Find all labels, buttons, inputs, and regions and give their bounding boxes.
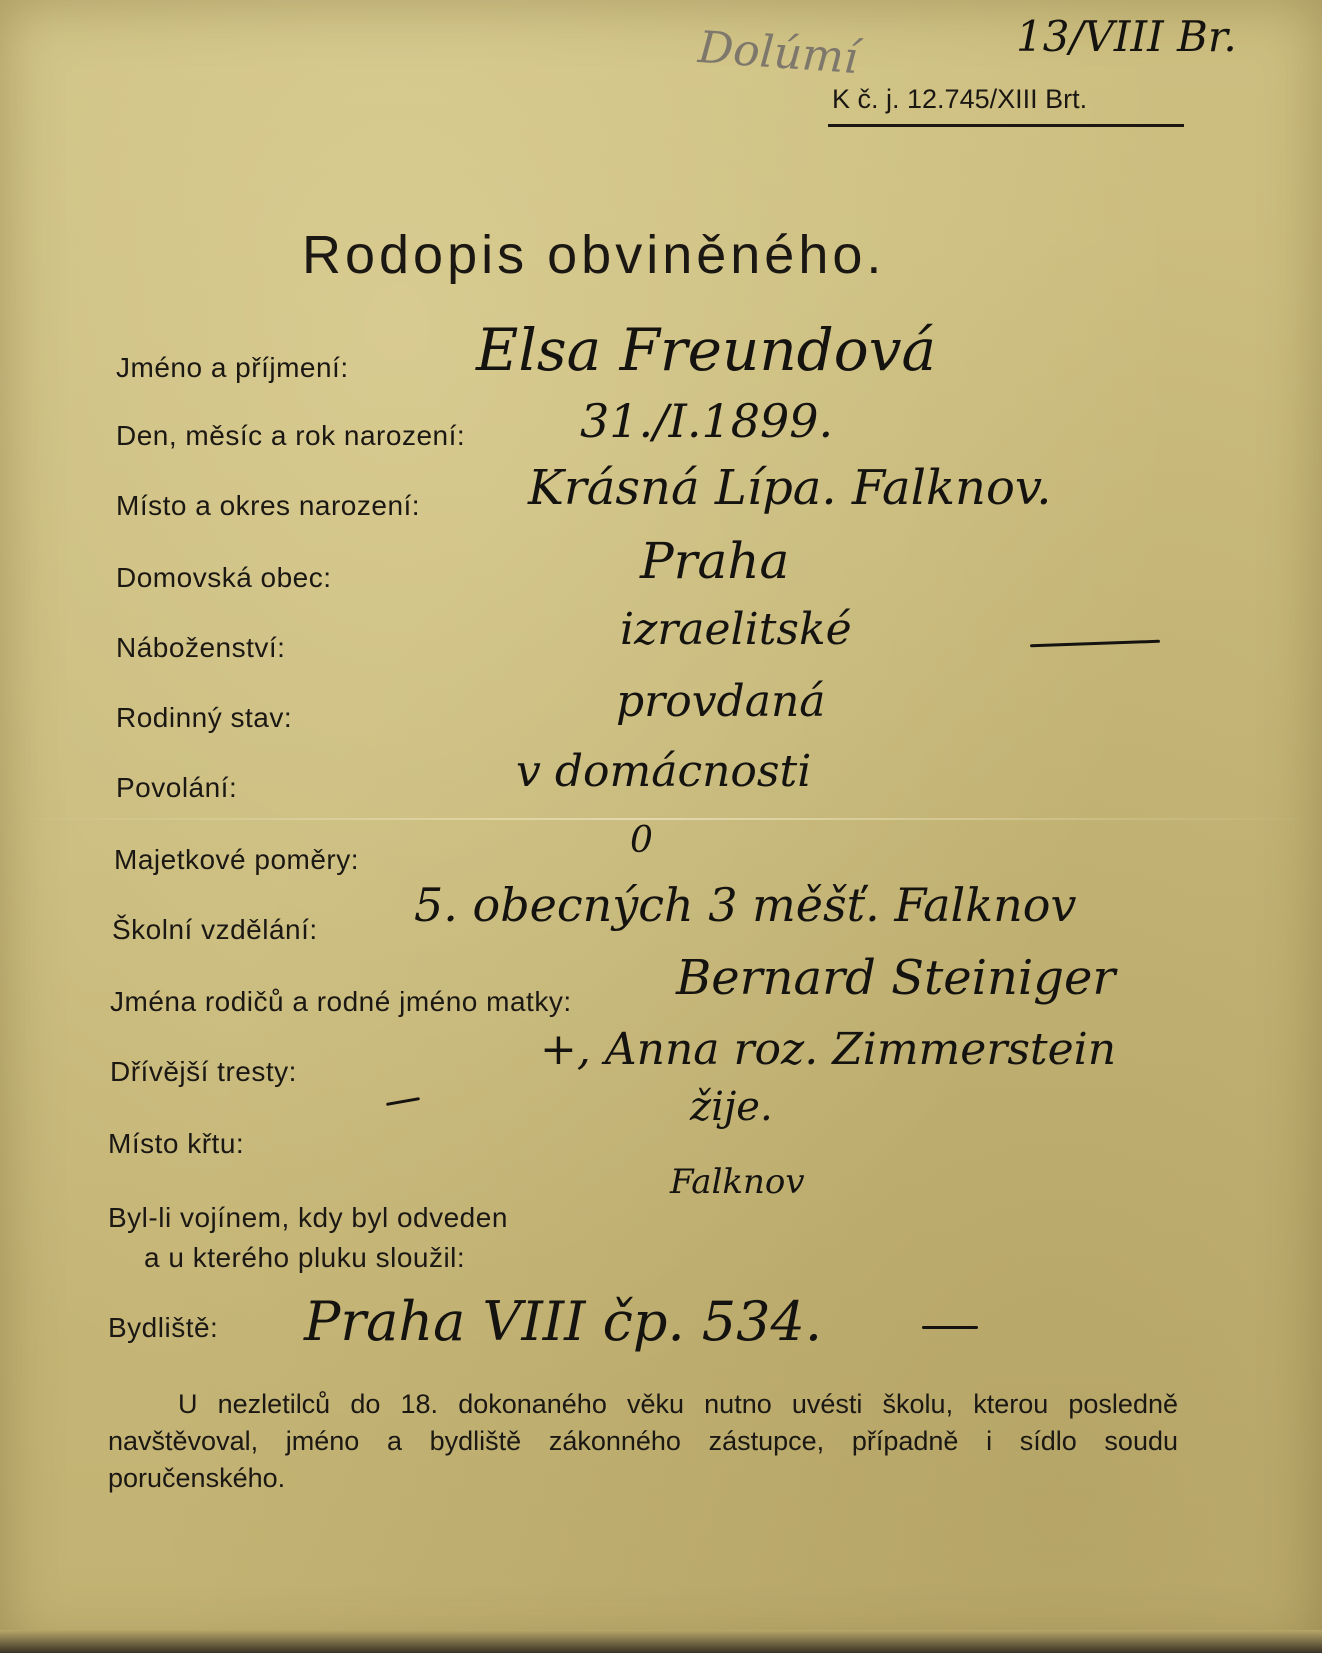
label-parents: Jména rodičů a rodné jméno matky: bbox=[110, 986, 572, 1017]
value-birth-date: 31./I.1899. bbox=[580, 394, 834, 448]
label-previous-sentences: Dřívější tresty: bbox=[110, 1056, 297, 1087]
label-birth-place: Místo a okres narození: bbox=[116, 490, 421, 521]
value-dash bbox=[1030, 640, 1160, 648]
value-baptism-place: žije. bbox=[690, 1084, 773, 1130]
paper-fold bbox=[0, 818, 1322, 820]
value-dash bbox=[386, 1097, 420, 1106]
value-occupation: v domácnosti bbox=[516, 746, 812, 797]
reference-number: K č. j. 12.745/XIII Brt. bbox=[832, 84, 1088, 114]
value-religion: izraelitské bbox=[620, 604, 852, 655]
paper-bottom-edge bbox=[0, 1630, 1322, 1653]
label-occupation: Povolání: bbox=[116, 772, 238, 803]
label-marital-status: Rodinný stav: bbox=[116, 702, 293, 733]
label-home-municipality: Domovská obec: bbox=[116, 562, 332, 593]
value-residence: Praha VIII čp. 534. bbox=[304, 1290, 823, 1353]
value-home-municipality: Praha bbox=[640, 532, 790, 590]
label-residence: Bydliště: bbox=[108, 1312, 219, 1343]
value-previous-sentences: +, Anna roz. Zimmerstein bbox=[540, 1024, 1117, 1075]
value-birth-place: Krásná Lípa. Falknov. bbox=[528, 460, 1052, 516]
page-title: Rodopis obviněného. bbox=[302, 225, 886, 285]
label-education: Školní vzdělání: bbox=[112, 914, 318, 945]
stamp-name: Dolúmí bbox=[696, 22, 860, 85]
label-property: Majetkové poměry: bbox=[114, 844, 360, 875]
value-marital-status: provdaná bbox=[616, 676, 826, 727]
label-military-2: a u kterého pluku sloužil: bbox=[144, 1242, 466, 1273]
reference-underline bbox=[828, 124, 1184, 127]
label-military-1: Byl-li vojínem, kdy byl odveden bbox=[108, 1202, 508, 1233]
value-property: 0 bbox=[630, 820, 653, 861]
value-name: Elsa Freundová bbox=[476, 316, 937, 384]
label-religion: Náboženství: bbox=[116, 632, 286, 663]
value-parents: Bernard Steiniger bbox=[676, 950, 1116, 1006]
value-military: Falknov bbox=[670, 1162, 805, 1202]
value-education: 5. obecných 3 měšť. Falknov bbox=[414, 878, 1077, 932]
footnote: U nezletilců do 18. dokonaného věku nutno uvésti školu, kterou posledně navštěvoval, jméno a bydliště zákonného zástupce, případně i sídlo soudu poručenského. bbox=[108, 1389, 1178, 1493]
label-baptism-place: Místo křtu: bbox=[108, 1128, 245, 1159]
label-birth-date: Den, měsíc a rok narození: bbox=[116, 420, 466, 451]
label-name: Jméno a příjmení: bbox=[116, 352, 349, 383]
date-mark: 13/VIII Br. bbox=[1016, 12, 1237, 61]
value-dash bbox=[922, 1326, 978, 1329]
